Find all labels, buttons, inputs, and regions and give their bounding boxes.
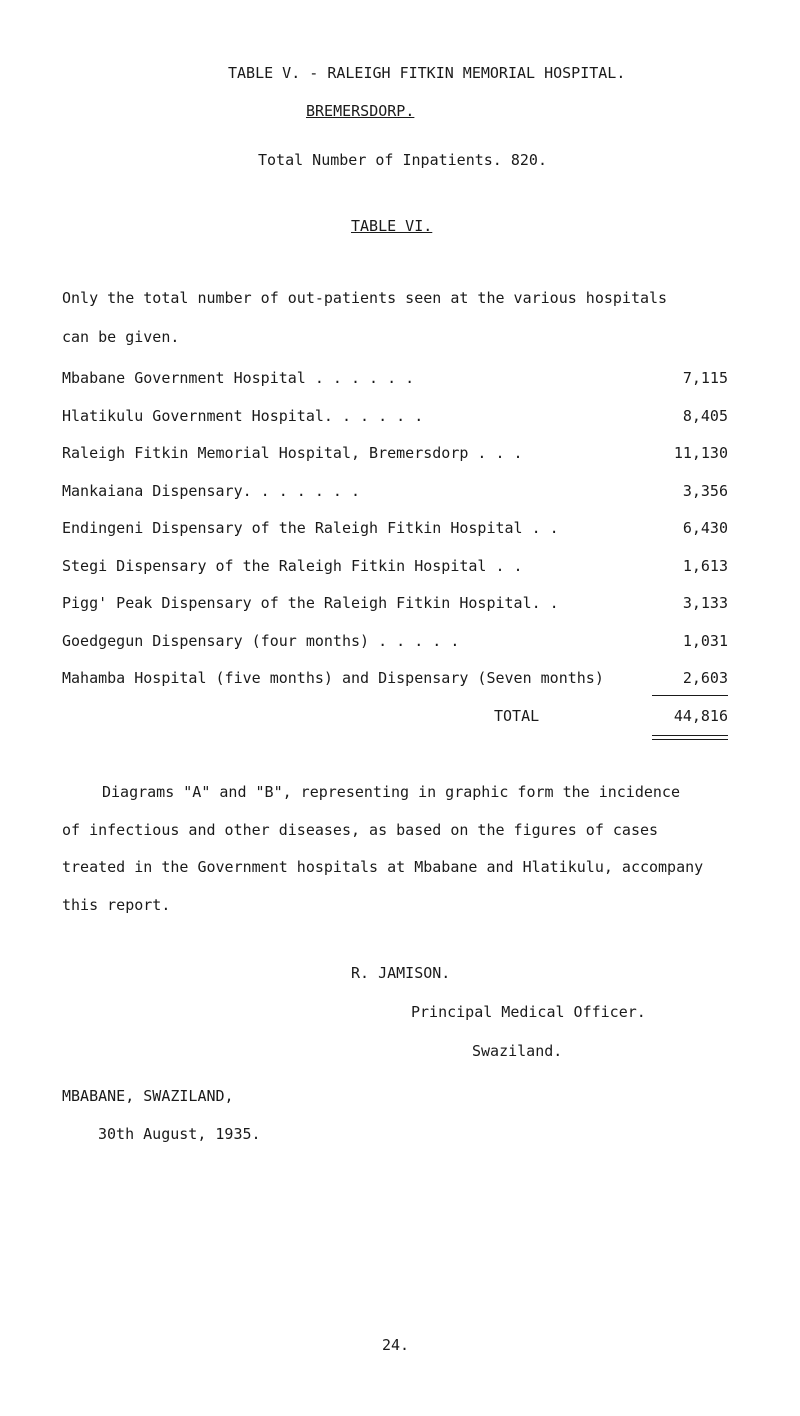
row-label: Hlatikulu Government Hospital. . . . . . bbox=[62, 407, 424, 425]
paragraph-line-2: of infectious and other diseases, as based on the figures of cases bbox=[62, 821, 659, 839]
intro-line-2: can be given. bbox=[62, 328, 180, 346]
table5-title: TABLE V. - RALEIGH FITKIN MEMORIAL HOSPITAL. bbox=[228, 64, 626, 82]
row-label: Pigg' Peak Dispensary of the Raleigh Fitkin Hospital. . bbox=[62, 594, 559, 612]
total-rule-double-2 bbox=[652, 739, 728, 740]
row-label: Stegi Dispensary of the Raleigh Fitkin Hospital . . bbox=[62, 557, 523, 575]
signatory-country: Swaziland. bbox=[472, 1042, 563, 1060]
row-value: 6,430 bbox=[682, 519, 728, 537]
row-value: 7,115 bbox=[682, 369, 728, 387]
signatory-title: Principal Medical Officer. bbox=[411, 1003, 646, 1021]
row-value: 3,133 bbox=[682, 594, 728, 612]
total-value: 44,816 bbox=[673, 707, 728, 725]
total-rule-top bbox=[652, 695, 728, 696]
row-value: 1,031 bbox=[682, 632, 728, 650]
table6-title: TABLE VI. bbox=[351, 217, 433, 235]
row-label: Goedgegun Dispensary (four months) . . . . . bbox=[62, 632, 460, 650]
total-rule-double-1 bbox=[652, 735, 728, 736]
row-label: Mankaiana Dispensary. . . . . . . bbox=[62, 482, 361, 500]
row-label: Mbabane Government Hospital . . . . . . bbox=[62, 369, 415, 387]
issue-place: MBABANE, SWAZILAND, bbox=[62, 1087, 234, 1105]
signatory-name: R. JAMISON. bbox=[351, 964, 451, 982]
row-value: 3,356 bbox=[682, 482, 728, 500]
row-value: 8,405 bbox=[682, 407, 728, 425]
paragraph-line-1: Diagrams "A" and "B", representing in graphic form the incidence bbox=[102, 783, 680, 801]
page-number: 24. bbox=[382, 1336, 410, 1354]
row-value: 1,613 bbox=[682, 557, 728, 575]
issue-date: 30th August, 1935. bbox=[98, 1125, 261, 1143]
total-label: TOTAL bbox=[494, 707, 540, 725]
row-label: Mahamba Hospital (five months) and Dispensary (Seven months) bbox=[62, 669, 604, 687]
paragraph-line-3: treated in the Government hospitals at Mbabane and Hlatikulu, accompany bbox=[62, 858, 704, 876]
paragraph-line-4: this report. bbox=[62, 896, 171, 914]
intro-line-1: Only the total number of out-patients seen at the various hospitals bbox=[62, 289, 668, 307]
row-value: 11,130 bbox=[673, 444, 728, 462]
place-heading: BREMERSDORP. bbox=[306, 102, 415, 120]
row-label: Raleigh Fitkin Memorial Hospital, Bremersdorp . . . bbox=[62, 444, 523, 462]
inpatients-total: Total Number of Inpatients. 820. bbox=[258, 151, 547, 169]
row-label: Endingeni Dispensary of the Raleigh Fitkin Hospital . . bbox=[62, 519, 559, 537]
row-value: 2,603 bbox=[682, 669, 728, 687]
